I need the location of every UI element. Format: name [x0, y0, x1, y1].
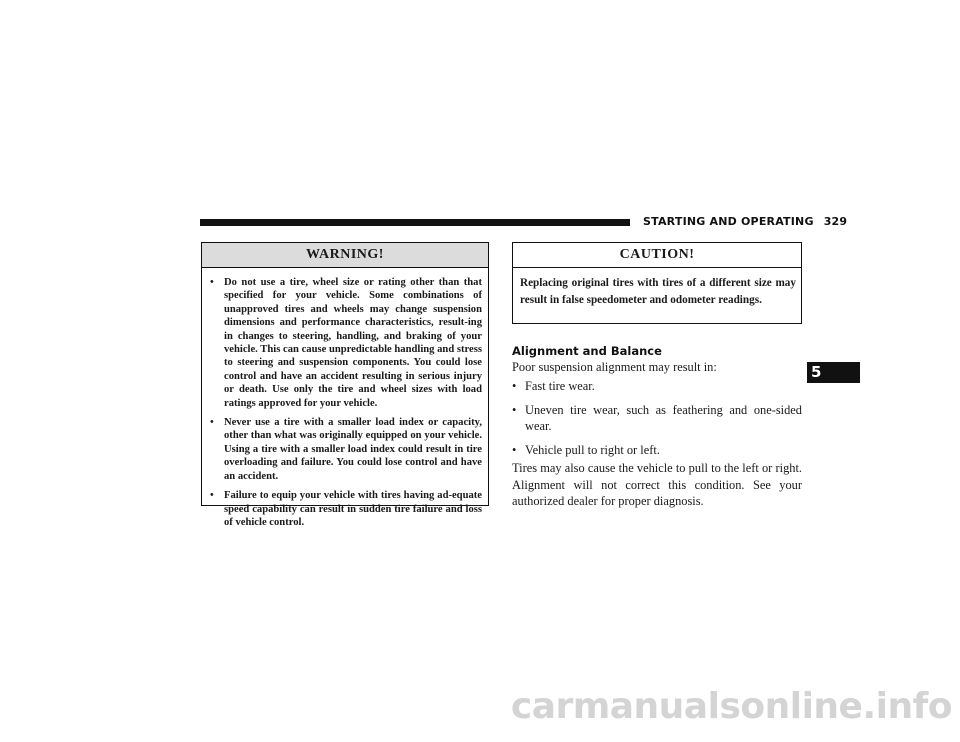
alignment-list — [512, 378, 802, 466]
page-number: 329 — [823, 215, 848, 228]
bullet-icon: • — [512, 403, 517, 417]
warning-title: WARNING! — [202, 243, 488, 268]
running-header — [643, 215, 847, 229]
intro-text: Poor suspension alignment may result in: — [512, 360, 717, 374]
section-heading: Alignment and Balance — [512, 344, 662, 358]
bullet-icon: • — [512, 443, 517, 457]
caution-title: CAUTION! — [513, 243, 801, 268]
bullet-icon: • — [210, 490, 214, 502]
warning-box — [201, 242, 489, 528]
warning-item: • Never use a tire with a smaller load index or capacity, other than what was originally equipped on your vehicle. Using a tire with a smaller load index could result in tire overloading and failure. You could lose control and have an accident. — [210, 417, 482, 482]
warning-list — [202, 268, 488, 529]
warning-item: • Failure to equip your vehicle with tires having ad-equate speed capability can result in sudden tire failure and loss of vehicle control. — [210, 490, 482, 528]
caution-text: Replacing original tires with tires of a different size may result in false speedometer and odometer readings. — [520, 277, 796, 306]
warning-item: • Do not use a tire, wheel size or rating other than that specified for your vehicle. Some combinations of unapproved tires and wheels may change suspension dimensions and performance characteristics, result-ing in changes to steering, handling, and braking of your vehicle. This can cause unpredictable handling and stress to steering and suspension components. You could lose control and have an accident resulting in serious injury or death. Use only the tire and wheel sizes with load ratings approved for your vehicle. — [210, 277, 482, 409]
bullet-icon: • — [210, 417, 214, 429]
caution-box — [512, 242, 802, 324]
watermark: carmanualsonline.info — [510, 686, 952, 727]
list-item: • Fast tire wear. — [512, 379, 595, 393]
header-rule — [200, 219, 630, 226]
list-item: • Vehicle pull to right or left. — [512, 443, 660, 457]
bullet-icon: • — [210, 277, 214, 288]
body-paragraph: Tires may also cause the vehicle to pull to the left or right. Alignment will not correct this condition. See your authorized dealer for proper diagnosis. — [512, 461, 802, 508]
chapter-tab[interactable]: 5 — [807, 362, 860, 383]
list-item: • Uneven tire wear, such as feathering and one-sided wear. — [512, 403, 802, 433]
section-title: STARTING AND OPERATING — [643, 215, 814, 228]
bullet-icon: • — [512, 379, 517, 393]
